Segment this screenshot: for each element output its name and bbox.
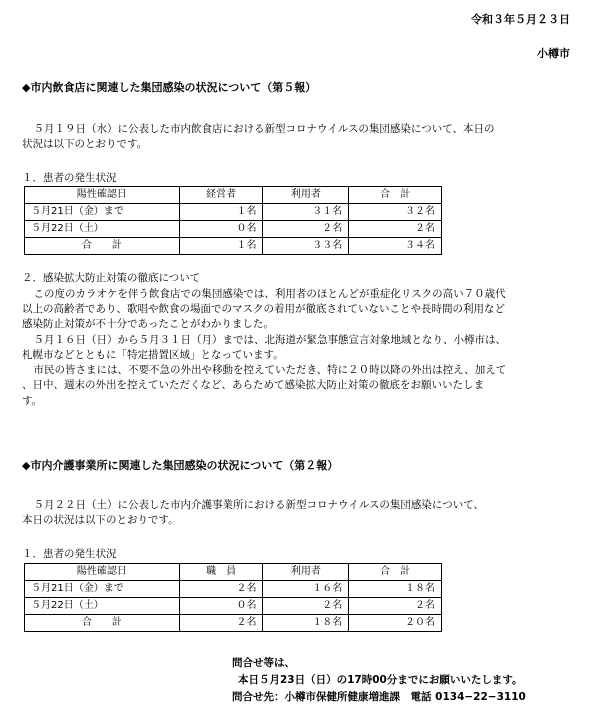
- col-header-customers: 利用者: [263, 187, 349, 204]
- report2-cases-table: [24, 563, 442, 632]
- body-line: この度のカラオケを伴う飲食店での集団感染では、利用者のほとんどが重症化リスクの高い７０歳代: [33, 288, 506, 300]
- report1-section2-body: [22, 287, 578, 409]
- cell-total: １８名: [349, 581, 442, 598]
- report1-cases-table: [24, 186, 442, 255]
- table-total-row: [25, 238, 442, 255]
- cell-customers: ２名: [263, 221, 349, 238]
- report1-intro-line1: ５月１９日（水）に公表した市内飲食店における新型コロナウイルスの集団感染について、本日の: [33, 123, 495, 135]
- contact-info: 問合せ先：小樽市保健所健康増進課 電話 0134−22−3110: [232, 690, 526, 703]
- cell-total: ３４名: [349, 238, 442, 255]
- cell-total: ２名: [349, 221, 442, 238]
- col-header-date: 陽性確認日: [25, 564, 180, 581]
- cell-operator: ０名: [179, 221, 263, 238]
- cell-staff: ０名: [179, 598, 263, 615]
- cell-date: ５月21日（金）まで: [25, 204, 180, 221]
- document-date: 令和３年５月２３日: [471, 13, 570, 26]
- body-line: 、日中、週末の外出を控えていただくなど、あらためて感染拡大防止対策の徹底をお願いいたしま: [22, 379, 484, 392]
- report1-section2-title: ２．感染拡大防止対策の徹底について: [22, 272, 201, 284]
- cell-date: ５月22日（土）: [25, 221, 180, 238]
- cell-customers: ３１名: [263, 204, 349, 221]
- contact-deadline: 本日５月23日（日）の17時00分までにお願いいたします。: [238, 673, 523, 686]
- cell-users: １８名: [263, 615, 349, 632]
- table-row: [25, 204, 442, 221]
- table-row: [25, 581, 442, 598]
- report1-section1-title: １．患者の発生状況: [22, 172, 117, 184]
- report2-section1-title: １．患者の発生状況: [22, 548, 117, 560]
- cell-total: ２名: [349, 598, 442, 615]
- report1-intro: [22, 122, 578, 152]
- report2-intro: [22, 498, 578, 528]
- table-row: [25, 598, 442, 615]
- report1-title: ◆市内飲食店に関連した集団感染の状況について（第５報）: [22, 81, 317, 94]
- col-header-date: 陽性確認日: [25, 187, 180, 204]
- col-header-staff: 職 員: [179, 564, 263, 581]
- report1-intro-line2: 状況は以下のとおりです。: [22, 138, 148, 151]
- report2-intro-line2: 本日の状況は以下のとおりです。: [22, 514, 179, 527]
- cell-operator: １名: [179, 204, 263, 221]
- issuer-name: 小樽市: [537, 47, 570, 60]
- cell-operator: １名: [179, 238, 263, 255]
- col-header-operator: 経営者: [179, 187, 263, 204]
- body-line: 札幌市などとともに「特定措置区域」となっています。: [22, 348, 284, 361]
- cell-staff: ２名: [179, 581, 263, 598]
- cell-total: ２０名: [349, 615, 442, 632]
- cell-users: １６名: [263, 581, 349, 598]
- body-line: す。: [22, 394, 43, 407]
- col-header-total: 合 計: [349, 564, 442, 581]
- contact-line1: 問合せ等は、: [232, 657, 295, 669]
- cell-customers: ３３名: [263, 238, 349, 255]
- cell-staff: ２名: [179, 615, 263, 632]
- col-header-total: 合 計: [349, 187, 442, 204]
- cell-total: ３２名: [349, 204, 442, 221]
- contact-block: [232, 655, 526, 705]
- body-line: 以上の高齢者であり、歌唱や飲食の場面でのマスクの着用が徹底されていないことや長時間の利用など: [22, 303, 505, 316]
- table-row: [25, 221, 442, 238]
- cell-date: ５月22日（土）: [25, 598, 180, 615]
- report2-intro-line1: ５月２２日（土）に公表した市内介護事業所における新型コロナウイルスの集団感染について、: [33, 499, 484, 511]
- body-line: 感染防止対策が不十分であったことがわかりました。: [22, 318, 274, 331]
- report2-title: ◆市内介護事業所に関連した集団感染の状況について（第２報）: [22, 459, 339, 472]
- table-header-row: [25, 187, 442, 204]
- col-header-users: 利用者: [263, 564, 349, 581]
- table-header-row: [25, 564, 442, 581]
- cell-users: ２名: [263, 598, 349, 615]
- cell-date: ５月21日（金）まで: [25, 581, 180, 598]
- cell-total-label: 合 計: [25, 615, 180, 632]
- body-line: 市民の皆さまには、不要不急の外出や移動を控えていただき、特に２０時以降の外出は控え、加えて: [33, 364, 507, 377]
- table-total-row: [25, 615, 442, 632]
- body-line: ５月１６日（日）から５月３１日（月）までは、北海道が緊急事態宣言対象地域となり、小樽市は、: [33, 333, 507, 346]
- cell-total-label: 合 計: [25, 238, 180, 255]
